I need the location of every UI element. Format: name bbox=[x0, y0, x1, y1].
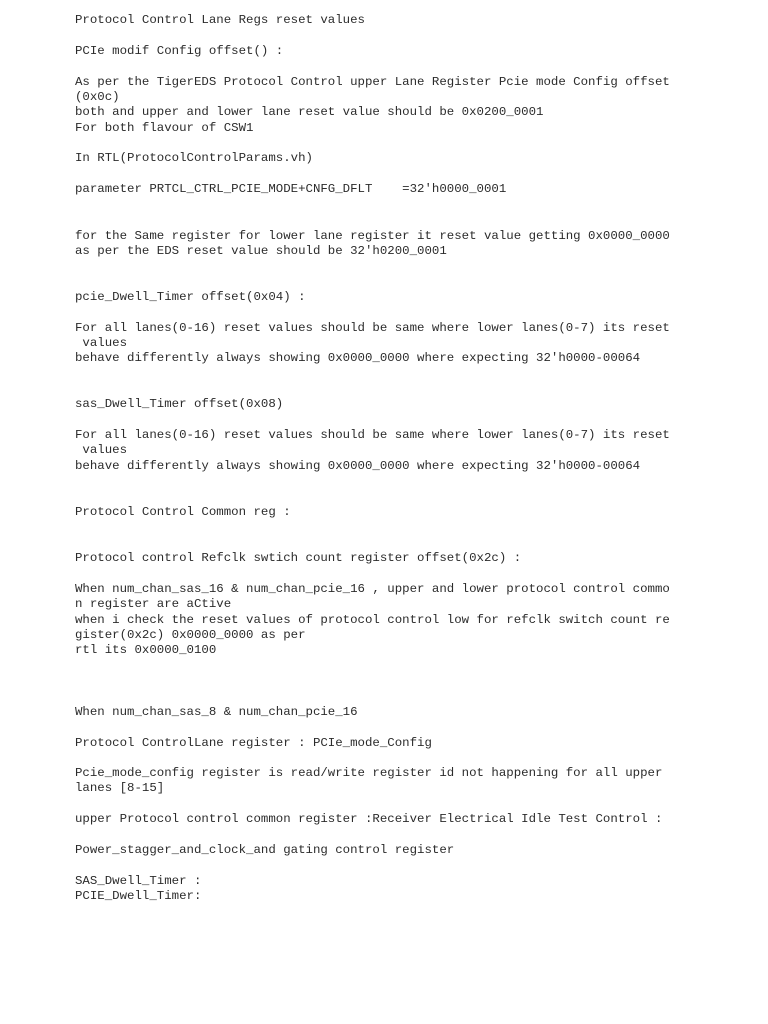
text-line: (0x0c) bbox=[75, 90, 120, 104]
document-title: Protocol Control Lane Regs reset values bbox=[75, 13, 365, 27]
text-line: upper Protocol control common register :Receiver Electrical Idle Test Control : bbox=[75, 812, 663, 826]
section-heading: sas_Dwell_Timer offset(0x08) bbox=[75, 397, 284, 411]
section-heading: Protocol Control Common reg : bbox=[75, 505, 291, 519]
text-line: For all lanes(0-16) reset values should be same where lower lanes(0-7) its reset bbox=[75, 321, 670, 335]
text-line: values bbox=[75, 336, 128, 350]
text-line: lanes [8-15] bbox=[75, 781, 165, 795]
text-line: For both flavour of CSW1 bbox=[75, 121, 254, 135]
text-line: for the Same register for lower lane register it reset value getting 0x0000_0000 bbox=[75, 229, 670, 243]
text-line: SAS_Dwell_Timer : bbox=[75, 874, 202, 888]
text-line: Power_stagger_and_clock_and gating control register bbox=[75, 843, 455, 857]
text-line: both and upper and lower lane reset value should be 0x0200_0001 bbox=[75, 105, 544, 119]
text-line: n register are aCtive bbox=[75, 597, 232, 611]
section-heading: When num_chan_sas_8 & num_chan_pcie_16 bbox=[75, 705, 358, 719]
text-line: gister(0x2c) 0x0000_0000 as per bbox=[75, 628, 306, 642]
text-line: behave differently always showing 0x0000_0000 where expecting 32'h0000-00064 bbox=[75, 459, 641, 473]
text-line: rtl its 0x0000_0100 bbox=[75, 643, 217, 657]
text-line: For all lanes(0-16) reset values should be same where lower lanes(0-7) its reset bbox=[75, 428, 670, 442]
text-line: Pcie_mode_config register is read/write register id not happening for all upper bbox=[75, 766, 663, 780]
section-heading: pcie_Dwell_Timer offset(0x04) : bbox=[75, 290, 306, 304]
section-heading: Protocol control Refclk swtich count register offset(0x2c) : bbox=[75, 551, 522, 565]
text-line: In RTL(ProtocolControlParams.vh) bbox=[75, 151, 313, 165]
text-line: behave differently always showing 0x0000_0000 where expecting 32'h0000-00064 bbox=[75, 351, 641, 365]
text-line: Protocol ControlLane register : PCIe_mode_Config bbox=[75, 736, 432, 750]
text-line: When num_chan_sas_16 & num_chan_pcie_16 , upper and lower protocol control commo bbox=[75, 582, 670, 596]
text-line: as per the EDS reset value should be 32'h0200_0001 bbox=[75, 244, 447, 258]
text-line: As per the TigerEDS Protocol Control upper Lane Register Pcie mode Config offset bbox=[75, 75, 670, 89]
code-line: parameter PRTCL_CTRL_PCIE_MODE+CNFG_DFLT =32'h0000_0001 bbox=[75, 182, 507, 196]
text-line: PCIE_Dwell_Timer: bbox=[75, 889, 202, 903]
text-line: when i check the reset values of protocol control low for refclk switch count re bbox=[75, 613, 670, 627]
text-line: values bbox=[75, 443, 128, 457]
section-heading: PCIe modif Config offset() : bbox=[75, 44, 284, 58]
